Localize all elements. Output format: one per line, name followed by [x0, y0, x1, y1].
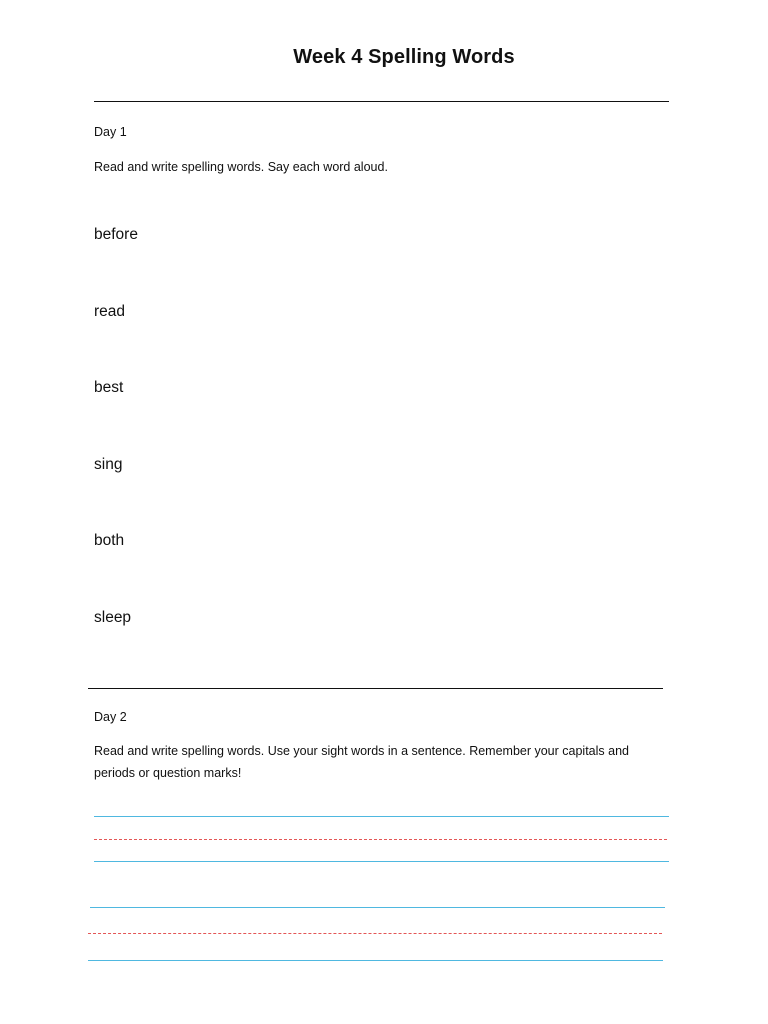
handwriting-midline: [94, 839, 667, 840]
handwriting-top-line: [90, 907, 665, 908]
spelling-word: sleep: [94, 608, 132, 626]
day2-instructions-line1: Read and write spelling words. Use your sight words in a sentence. Remember your capitals and: [94, 744, 629, 758]
title-divider: [94, 101, 669, 102]
spelling-word: best: [94, 379, 124, 397]
page-title: Week 4 Spelling Words: [293, 46, 515, 68]
day2-instructions: [94, 740, 674, 784]
handwriting-midline: [88, 933, 662, 934]
handwriting-base-line: [94, 861, 669, 862]
handwriting-base-line: [88, 960, 663, 961]
handwriting-top-line: [94, 816, 669, 817]
spelling-word: read: [94, 302, 126, 320]
spelling-word-list: [94, 225, 138, 685]
day2-instructions-line2: periods or question marks!: [94, 766, 242, 780]
spelling-word: sing: [94, 455, 123, 473]
spelling-word: both: [94, 532, 125, 550]
section-divider: [88, 688, 663, 689]
day1-instructions: Read and write spelling words. Say each word aloud.: [94, 160, 388, 174]
day2-label: Day 2: [94, 710, 127, 724]
day1-label: Day 1: [94, 125, 127, 139]
spelling-word: before: [94, 226, 138, 243]
